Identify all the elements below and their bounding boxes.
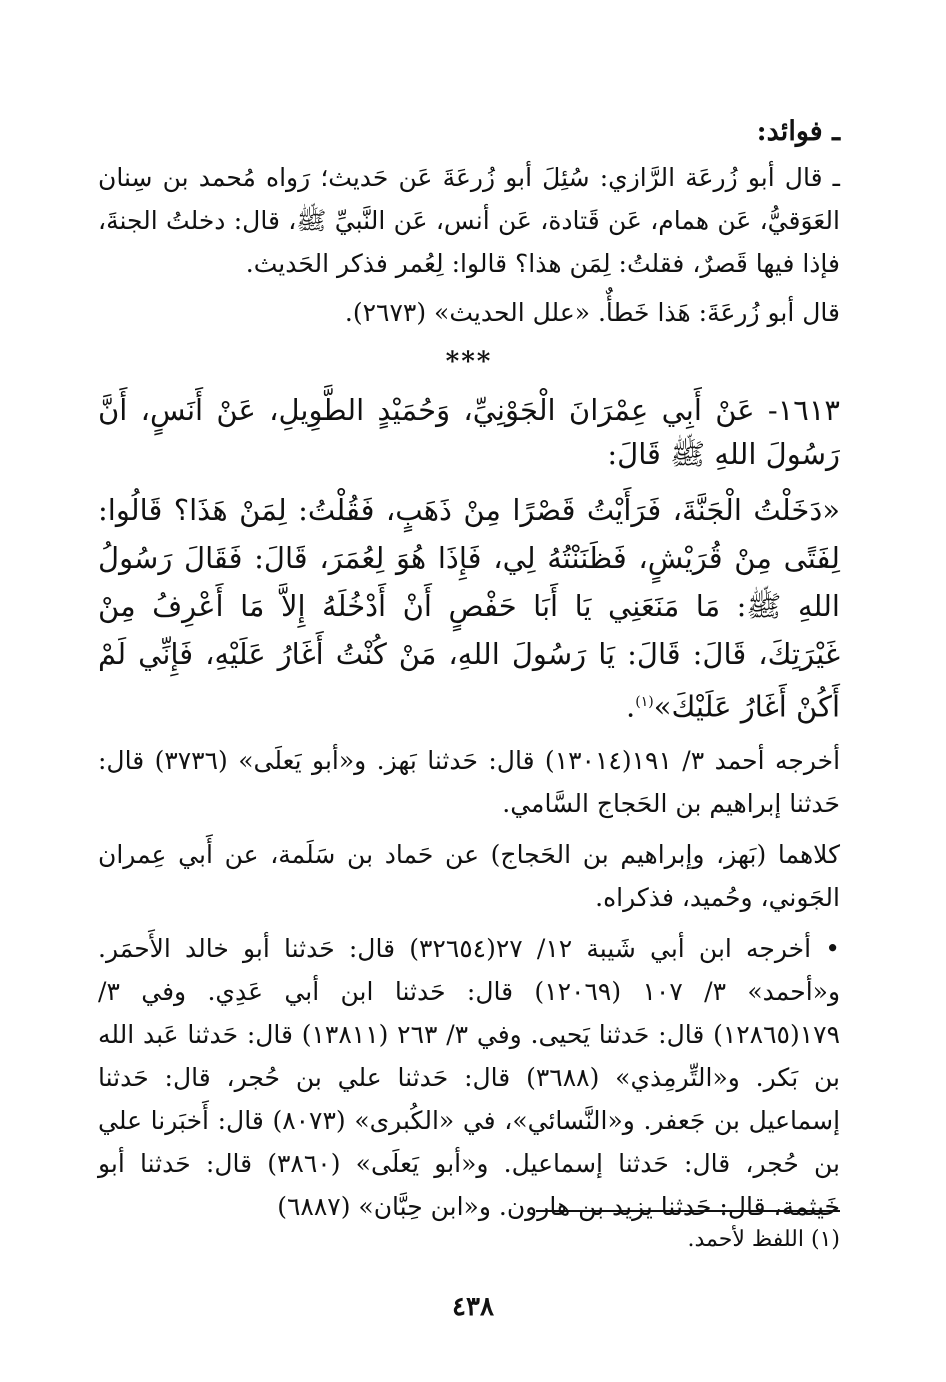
- takhrij-paragraph-3: • أخرجه ابن أبي شَيبة ١٢/ ٢٧(٣٢٦٥٤) قال: حَدثنا أبو خالد الأَحمَر. و«أحمد» ٣/ ١٠٧ (١٢٠٦٩) قال: حَدثنا ابن أبي عَدِي. وفي ٣/ ١٧٩(١٢٨٦٥) قال: حَدثنا يَحيى. وفي ٣/ ٢٦٣ (١٣٨١١) قال: حَدثنا عَبد الله بن بَكر. و«التِّرمِذي» (٣٦٨٨) قال: حَدثنا علي بن حُجر، قال: حَدثنا إسماعيل بن جَعفر. و«النَّسائي»، في «الكُبرى» (٨٠٧٣) قال: أَخبَرنا علي بن حُجر، قال: حَدثنا إسماعيل. و«أبو يَعلَى» (٣٨٦٠) قال: حَدثنا أبو خَيثمة، قال: حَدثنا يزيد بن هارون. و«ابن حِبَّان» (٦٨٨٧): [98, 933, 841, 1221]
- hadith-matn: «دَخَلْتُ الْجَنَّةَ، فَرَأَيْتُ قَصْرًا مِنْ ذَهَبٍ، فَقُلْتُ: لِمَنْ هَذَا؟ قَالُوا: لِفَتًى مِنْ قُرَيْشٍ، فَظَنَنْتُهُ لِي، فَإِذَا هُوَ لِعُمَرَ، قَالَ: فَقَالَ رَسُولُ اللهِ ﷺ: مَا مَنَعَنِي يَا أَبَا حَفْصٍ أَنْ أَدْخُلَهُ إِلاَّ مَا أَعْرِفُ مِنْ غَيْرَتِكَ، قَالَ: قَالَ: يَا رَسُولَ اللهِ، مَنْ كُنْتُ أَغَارُ عَلَيْهِ، فَإِنِّي لَمْ أَكُنْ أَغَارُ عَلَيْكَ»: [98, 493, 840, 724]
- page-number: ٤٣٨: [452, 1292, 494, 1322]
- footnote-divider: [536, 1210, 840, 1212]
- hadith-text: «دَخَلْتُ الْجَنَّةَ، فَرَأَيْتُ قَصْرًا مِنْ ذَهَبٍ، فَقُلْتُ: لِمَنْ هَذَا؟ قَالُوا: لِفَتًى مِنْ قُرَيْشٍ، فَظَنَنْتُهُ لِي، فَإِذَا هُوَ لِعُمَرَ، قَالَ: فَقَالَ رَسُولُ اللهِ ﷺ: مَا مَنَعَنِي يَا أَبَا حَفْصٍ أَنْ أَدْخُلَهُ إِلاَّ مَا أَعْرِفُ مِنْ غَيْرَتِكَ، قَالَ: قَالَ: يَا رَسُولَ اللهِ، مَنْ كُنْتُ أَغَارُ عَلَيْهِ، فَإِنِّي لَمْ أَكُنْ أَغَارُ عَلَيْكَ»$^{(١)}$.: [98, 493, 840, 724]
- fawaid-paragraph-2: قال أبو زُرعَةَ: هَذا خَطأٌ. «علل الحديث» (٢٦٧٣).: [344, 298, 840, 327]
- main-text: [98, 110, 840, 1228]
- section-heading: ـ فوائد:: [756, 116, 840, 147]
- takhrij-paragraph-1: أخرجه أحمد ٣/ ١٩١(١٣٠١٤) قال: حَدثنا بَهز. و«أبو يَعلَى» (٣٧٣٦) قال: حَدثنا إبراهيم بن الحَجاج السَّامي.: [98, 745, 841, 818]
- footnote-marker: (١): [635, 694, 654, 710]
- fawaid-paragraph-1: ـ قال أبو زُرعَة الرَّازي: سُئِلَ أبو زُرعَةَ عَن حَديث؛ رَواه مُحمد بن سِنان العَوَقيُّ، عَن همام، عَن قَتادة، عَن أنس، عَن النَّبيِّ ﷺ، قال: دخلتُ الجنةَ، فإذا فيها قَصرٌ، فقلتُ: لِمَن هذا؟ قالوا: لِعُمر فذكر الحَديث.: [98, 163, 840, 278]
- takhrij-paragraph-2: كلاهما (بَهز، وإبراهيم بن الحَجاج) عن حَماد بن سَلَمة، عن أَبي عِمران الجَوني، وحُميد، فذكراه.: [98, 839, 840, 912]
- footnote: (١) اللفظ لأحمد.: [687, 1227, 840, 1252]
- section-separator: ***: [445, 347, 493, 377]
- hadith-header: ١٦١٣- عَنْ أَبِي عِمْرَانَ الْجَوْنِيِّ، وَحُمَيْدٍ الطَّوِيلِ، عَنْ أَنَسٍ، أَنَّ رَسُولَ اللهِ ﷺ قَالَ:: [98, 393, 840, 471]
